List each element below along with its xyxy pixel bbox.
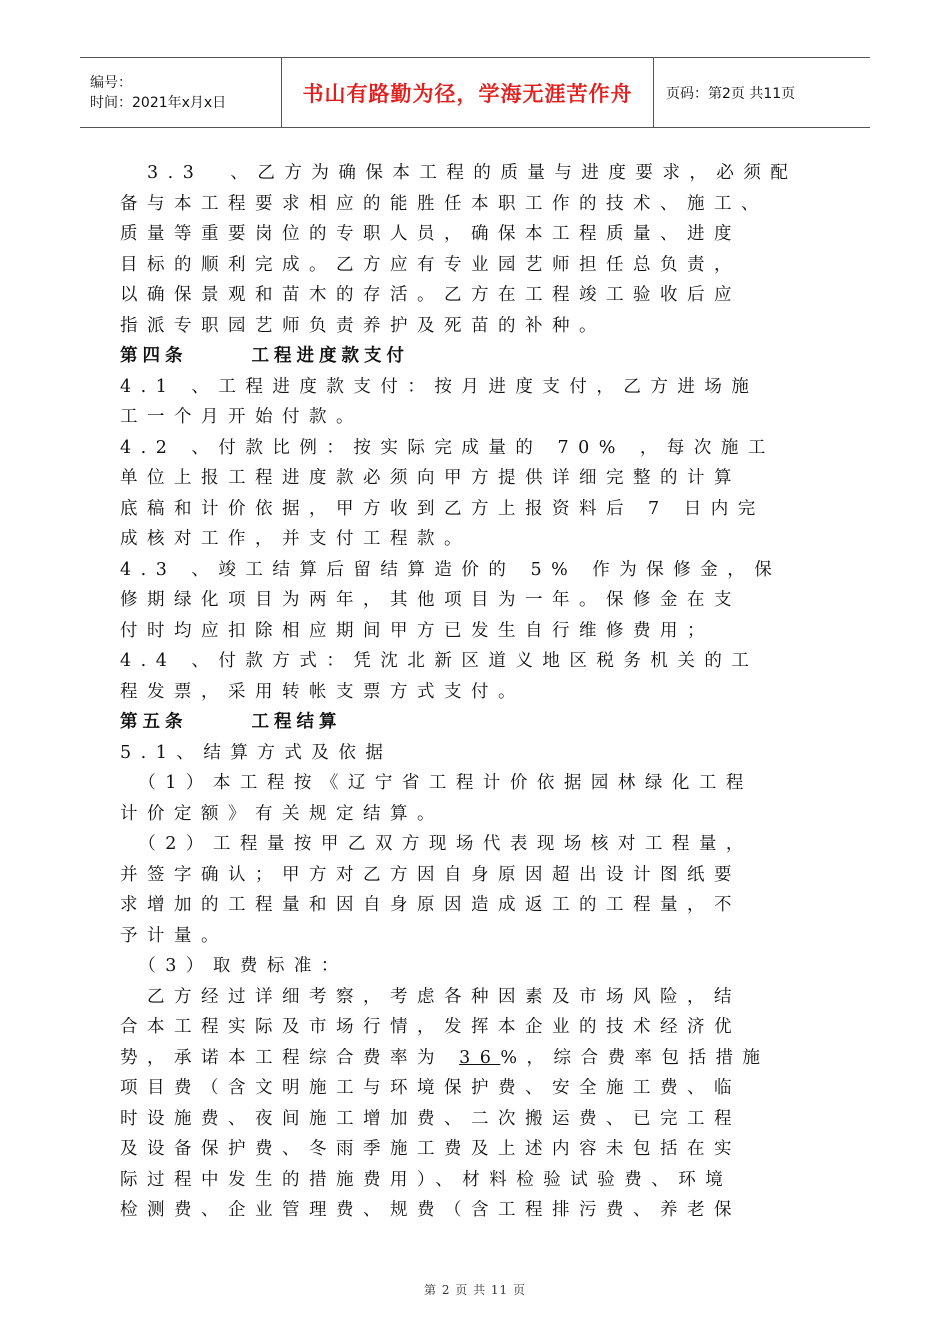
body-line: 时设施费、夜间施工增加费、二次搬运费、已完工程	[120, 1108, 741, 1129]
header-page-info: 页码：第2页 共11页	[666, 85, 796, 102]
body-line: 工一个月开始付款。	[120, 407, 363, 427]
body-line: 单位上报工程进度款必须向甲方提供详细完整的计算	[120, 468, 741, 488]
body-line: 质量等重要岗位的专职人员，确保本工程质量、进度	[120, 224, 741, 244]
fee-rate-line	[120, 1043, 820, 1074]
body-line: 予计量。	[120, 925, 228, 946]
body-line: 指派专职园艺师负责养护及死苗的补种。	[120, 315, 606, 336]
body-line: 4.2 、付款比例：按实际完成量的 70% ，每次施工	[120, 437, 775, 458]
body-line: 际过程中发生的措施费用）、材料检验试验费、环境	[120, 1169, 733, 1190]
body-line: （2）工程量按甲乙双方现场代表现场核对工程量，	[120, 834, 753, 854]
body-line: 及设备保护费、冬雨季施工费及上述内容未包括在实	[120, 1139, 741, 1159]
body-line: 成核对工作，并支付工程款。	[120, 529, 471, 549]
body-line: 检测费、企业管理费、规费（含工程排污费、养老保	[120, 1200, 741, 1220]
article-5-title: 工程结算	[251, 712, 342, 732]
body-line: 程发票，采用转帐支票方式支付。	[120, 681, 525, 702]
body-line: （1）本工程按《辽宁省工程计价依据园林绿化工程	[120, 773, 753, 793]
body-line: 5.1、结算方式及依据	[120, 742, 393, 763]
body-line: 4.4 、付款方式：凭沈北新区道义地区税务机关的工	[120, 651, 759, 671]
body-line: 底稿和计价依据，甲方收到乙方上报资料后 7 日内完	[120, 498, 765, 519]
header-meta	[80, 58, 282, 127]
article-4-title: 工程进度款支付	[251, 346, 409, 366]
body-line: 计价定额》有关规定结算。	[120, 803, 444, 824]
body-line: 4.1 、工程进度款支付：按月进度支付，乙方进场施	[120, 376, 759, 397]
body-line: 目标的顺利完成。乙方应有专业园艺师担任总负责，	[120, 254, 741, 275]
body-line: 备与本工程要求相应的能胜任本职工作的技术、施工、	[120, 193, 768, 214]
body-line: 求增加的工程量和因自身原因造成返工的工程量，不	[120, 895, 741, 915]
document-body	[120, 158, 820, 1226]
fee-rate-after: %，综合费率包括措施	[500, 1047, 770, 1068]
article-5-number: 第五条	[120, 712, 188, 732]
header-motto-cell	[282, 58, 654, 127]
document-number-label: 编号：	[90, 74, 132, 91]
fee-rate-value: 36	[459, 1047, 501, 1068]
body-line: 4.3 、竣工结算后留结算造价的 5% 作为保修金，保	[120, 559, 782, 580]
body-line: 项目费（含文明施工与环境保护费、安全施工费、临	[120, 1078, 741, 1098]
body-line: 以确保景观和苗木的存活。乙方在工程竣工验收后应	[120, 285, 741, 305]
body-line: 乙方经过详细考察，考虑各种因素及市场风险，结	[120, 986, 741, 1007]
fee-rate-before: 势，承诺本工程综合费率为	[120, 1047, 460, 1068]
header-motto: 书山有路勤为径，学海无涯苦作舟	[302, 81, 633, 106]
document-header	[80, 57, 870, 128]
body-line: （3）取费标准：	[120, 956, 348, 976]
article-5-heading	[120, 707, 820, 738]
page-footer: 第 2 页 共 11 页	[424, 1283, 526, 1297]
article-4-number: 第四条	[120, 346, 188, 366]
body-line: 3.3 、乙方为确保本工程的质量与进度要求，必须配	[120, 163, 798, 183]
article-4-heading	[120, 341, 820, 372]
body-line: 修期绿化项目为两年，其他项目为一年。保修金在支	[120, 590, 741, 610]
body-line: 并签字确认；甲方对乙方因自身原因超出设计图纸要	[120, 864, 741, 885]
body-line: 合本工程实际及市场行情，发挥本企业的技术经济优	[120, 1017, 741, 1037]
body-line: 付时均应扣除相应期间甲方已发生自行维修费用；	[120, 620, 714, 641]
document-date: 时间：2021年x月x日	[90, 94, 227, 111]
